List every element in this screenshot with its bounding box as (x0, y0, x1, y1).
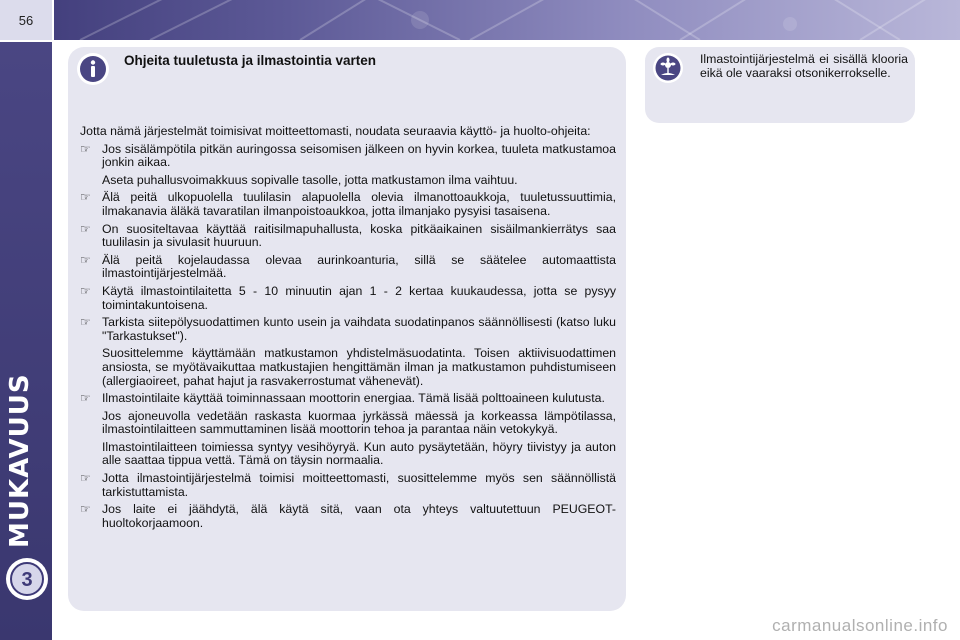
info-icon (76, 52, 110, 86)
pointing-hand-icon: ☞ (80, 391, 91, 406)
list-item-paragraph: Ilmastointilaitteen toimiessa syntyy vesihöyryä. Kun auto pysäytetään, höyry tiivistyy ja auton alle saattaa tippua vettä. Tämä on täysin normaalia. (102, 439, 616, 468)
pointing-hand-icon: ☞ (80, 252, 91, 267)
list-item (80, 285, 616, 312)
list-item-paragraph: Jos sisälämpötila pitkän auringossa seisomisen jälkeen on hyvin korkea, tuuleta matkustamoa jonkin aikaa. (102, 141, 616, 170)
chapter-sidebar (0, 42, 52, 640)
list-item (80, 254, 616, 281)
header-band (0, 0, 960, 40)
list-item (80, 472, 616, 499)
pointing-hand-icon: ☞ (80, 221, 91, 236)
list-item (80, 143, 616, 188)
list-item (80, 503, 616, 530)
list-item-paragraph: Älä peitä ulkopuolella tuulilasin alapuolella olevia ilmanottoaukkoja, tuuletussuuttimia, ilmakanavia äläkä tavaratilan ilmanpoistoaukkoa, jotta ilmanjako pysyisi tasaisena. (102, 190, 616, 218)
eco-icon (652, 52, 684, 84)
page-number: 56 (0, 0, 54, 40)
list-item-paragraph: Jos laite ei jäähdytä, älä käytä sitä, vaan ota yhteys valtuutettuun PEUGEOT-huoltokorjaamoon. (102, 502, 616, 530)
chapter-number-badge (4, 556, 50, 602)
list-item (80, 392, 616, 468)
list-item-paragraph: Jos ajoneuvolla vedetään raskasta kuormaa jyrkässä mäessä ja korkeassa lämpötilassa, ilmastointilaitteen sammuttaminen lisää moottorin tehoa ja parantaa näin vetokykyä. (102, 408, 616, 437)
section-title: Ohjeita tuuletusta ja ilmastointia varten (124, 53, 377, 68)
list-item (80, 316, 616, 388)
list-item-paragraph: Jotta ilmastointijärjestelmä toimisi moitteettomasti, suosittelemme myös sen säännöllistä tarkistuttamista. (102, 471, 616, 499)
body-text (80, 125, 616, 534)
header-pattern (0, 0, 960, 40)
list-item-paragraph: Älä peitä kojelaudassa olevaa aurinkoanturia, sillä se säätelee automaattista ilmastointijärjestelmää. (102, 252, 616, 281)
list-item-paragraph: Suosittelemme käyttämään matkustamon yhdistelmäsuodatinta. Toisen aktiivisuodattimen ansiosta, se myötävaikuttaa matkustajien hengittämän ilman ja matkustamon puhdistumiseen (allergiaoireet, pahat hajut ja rasvakerrostumat vähenevät). (102, 346, 616, 388)
list-item-paragraph: Käytä ilmastointilaitetta 5 - 10 minuutin ajan 1 - 2 kertaa kuukaudessa, jotta se pysyy toimintakuntoisena. (102, 283, 616, 312)
list-item-paragraph: Ilmastointilaite käyttää toiminnassaan moottorin energiaa. Tämä lisää polttoaineen kulutusta. (102, 391, 605, 406)
pointing-hand-icon: ☞ (80, 315, 91, 330)
list-item-paragraph: Tarkista siitepölysuodattimen kunto usein ja vaihdata suodatinpanos säännöllisesti (katso luku "Tarkastukset"). (102, 315, 616, 343)
watermark: carmanualsonline.info (772, 616, 948, 635)
side-note-text: Ilmastointijärjestelmä ei sisällä klooria eikä ole vaaraksi otsonikerrokselle. (700, 52, 908, 80)
intro-paragraph: Jotta nämä järjestelmät toimisivat moitteettomasti, noudata seuraavia käyttö- ja huolto-ohjeita: (80, 124, 591, 138)
list-item-paragraph: On suositeltavaa käyttää raitisilmapuhallusta, koska pitkäaikainen sisäilmankierrätys saa tuulilasin ja sivulasit huuruun. (102, 221, 616, 250)
list-item-paragraph: Aseta puhallusvoimakkuus sopivalle tasolle, jotta matkustamon ilma vaihtuu. (102, 172, 518, 187)
list-item (80, 223, 616, 250)
pointing-hand-icon: ☞ (80, 471, 91, 486)
pointing-hand-icon: ☞ (80, 190, 91, 205)
chapter-title: MUKAVUUS (5, 373, 35, 548)
chapter-number: 3 (21, 569, 33, 591)
advice-list (80, 143, 616, 531)
list-item (80, 191, 616, 218)
pointing-hand-icon: ☞ (80, 141, 91, 156)
pointing-hand-icon: ☞ (80, 283, 91, 298)
pointing-hand-icon: ☞ (80, 502, 91, 517)
